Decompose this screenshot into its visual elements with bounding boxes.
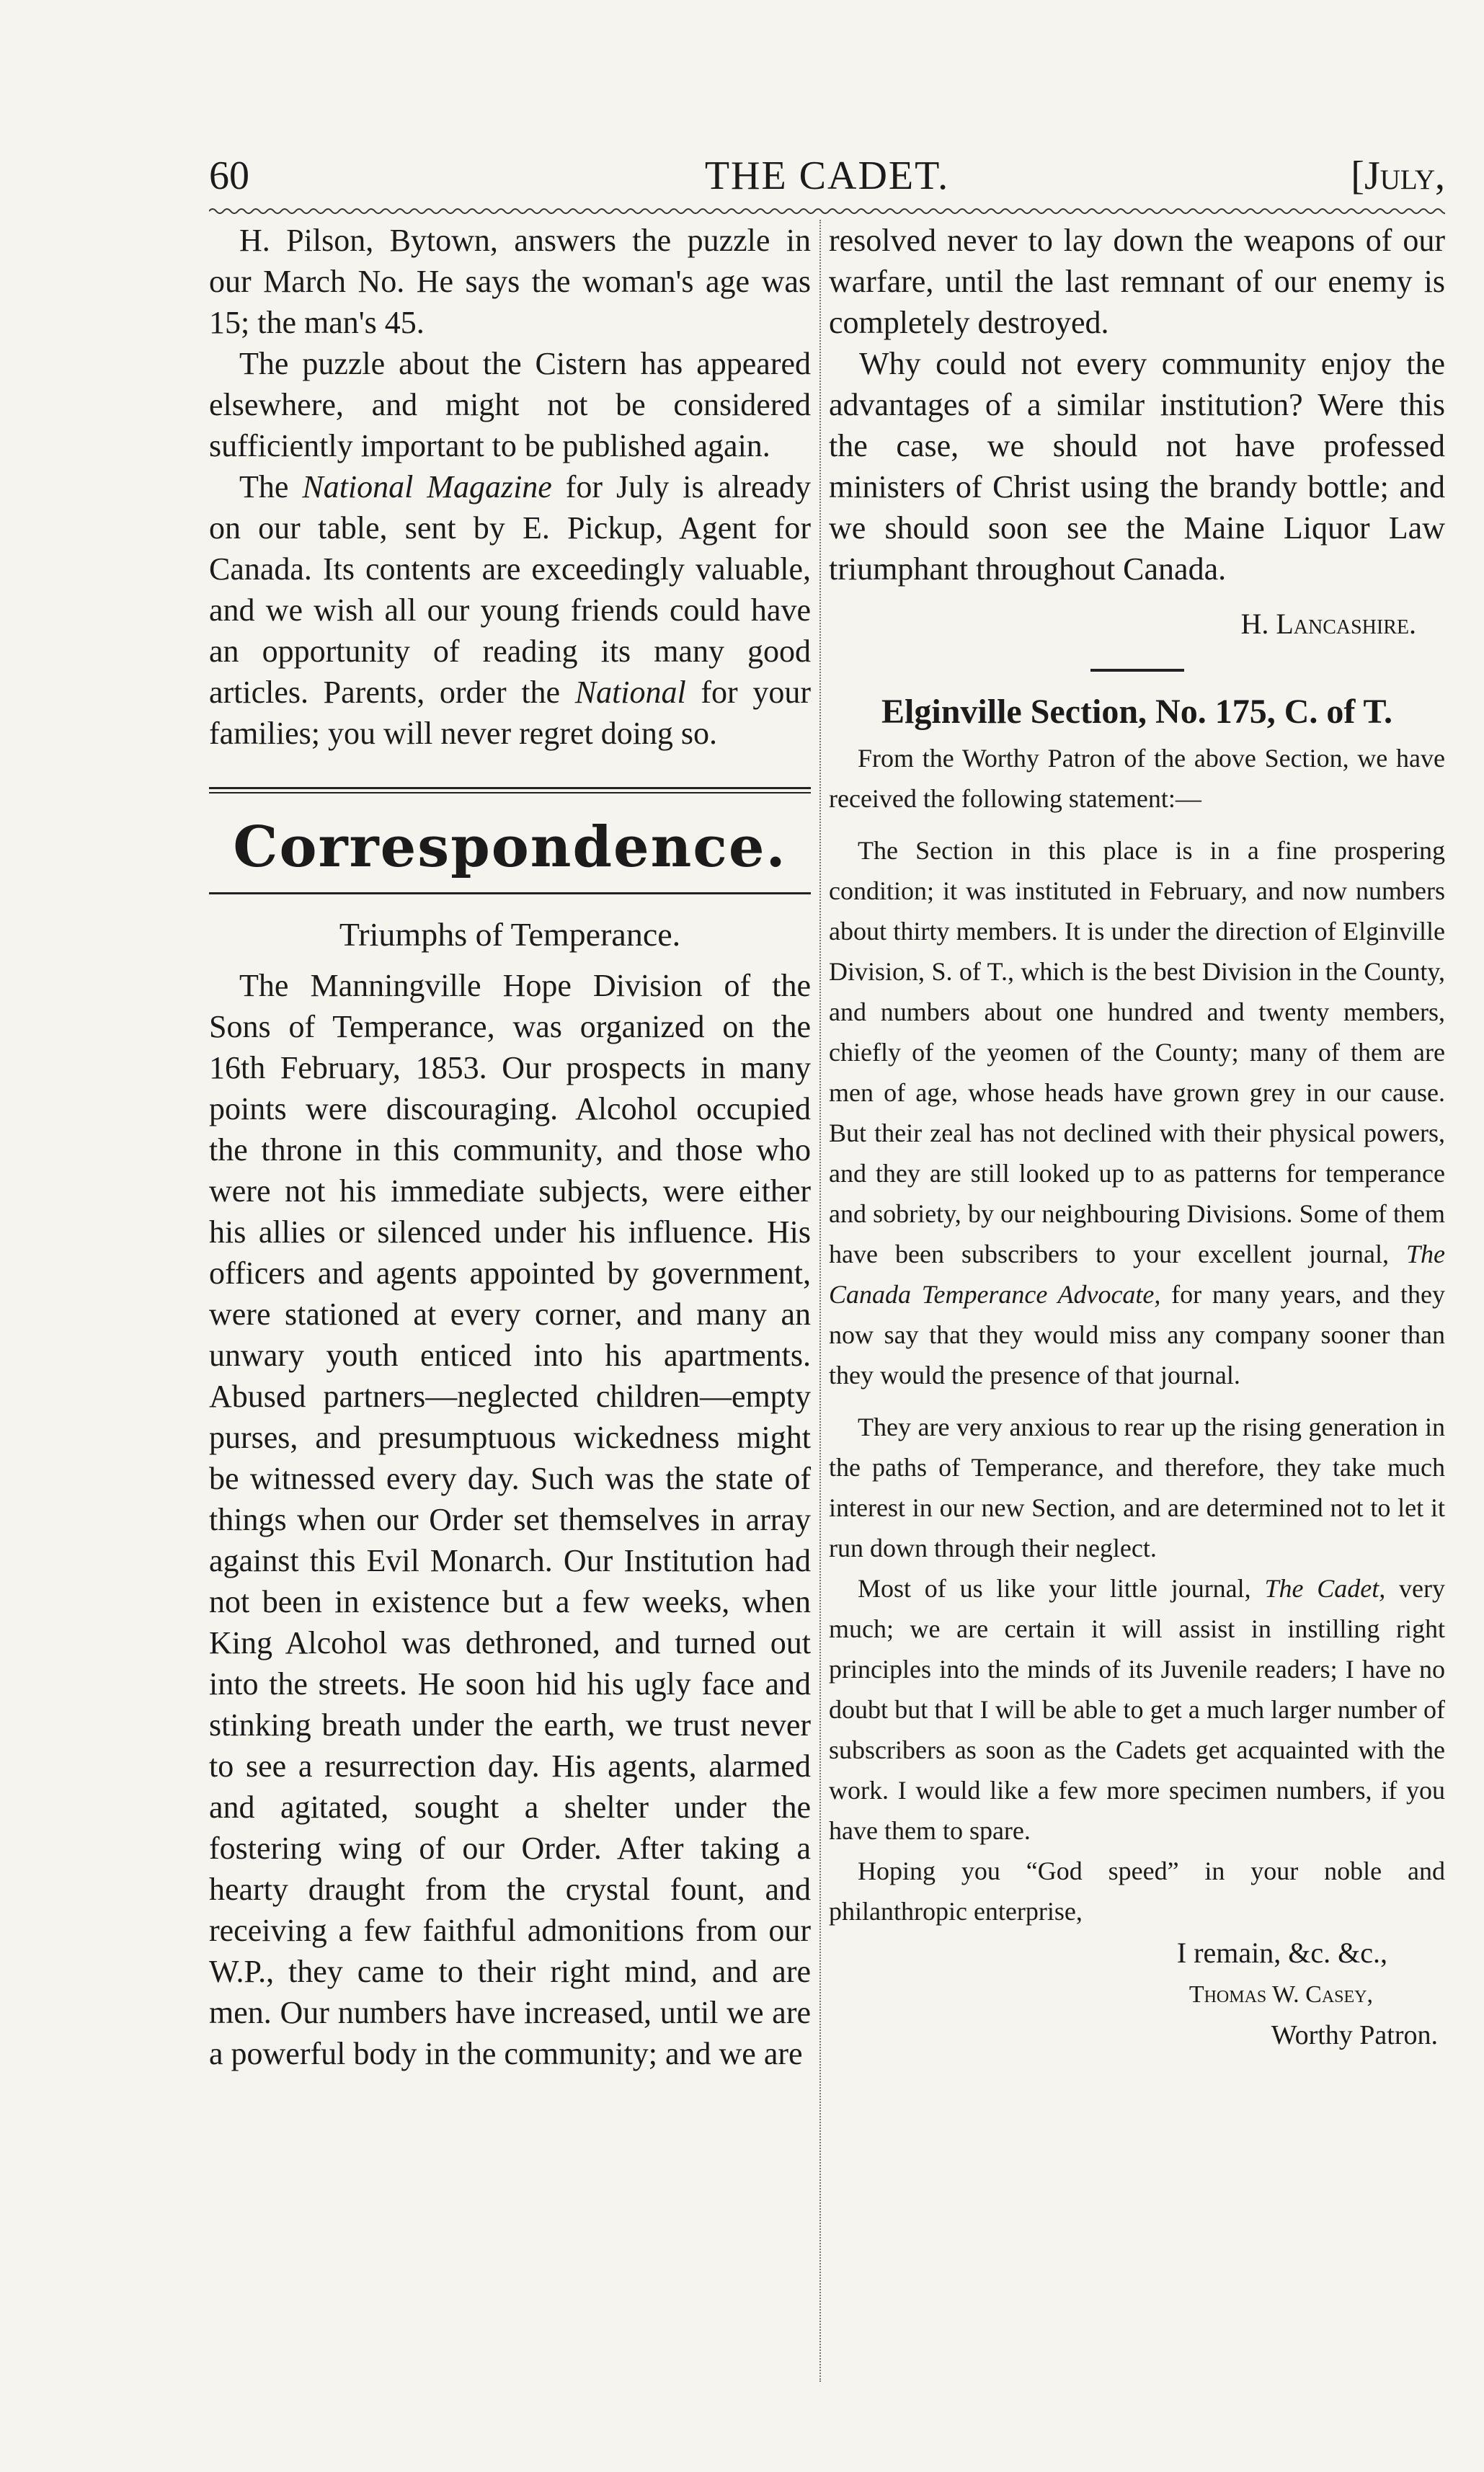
- magazine-paragraph: [209, 466, 811, 754]
- cadet-journal-name: The Cadet,: [1264, 1574, 1386, 1603]
- magazine-text-c: for your families; you will never regret doing so.: [209, 675, 811, 751]
- community-paragraph: Why could not every community enjoy the advantages of a similar institution? Were this the case, we should not have professed ministers of Christ using the brandy bottle; and we should soon see the Maine Liquor Law triumphant throughout Canada.: [829, 346, 1445, 587]
- signer-title: Worthy Patron.: [1271, 2020, 1438, 2050]
- lancashire-signature: [829, 603, 1445, 646]
- short-divider-rule: [1090, 669, 1184, 672]
- page-title: THE CADET.: [704, 154, 950, 198]
- cadet-text-a: Most of us like your little journal,: [858, 1574, 1265, 1603]
- column-divider: [819, 220, 821, 2382]
- running-header: [209, 153, 1445, 203]
- advocate-journal-name: The Canada Temperance Advocate,: [829, 1240, 1445, 1309]
- hoping-paragraph: Hoping you “God speed” in your noble and philanthropic enterprise,: [829, 1857, 1445, 1926]
- header-wavy-rule: [209, 206, 1445, 216]
- signature-name: H. Lancashire.: [1240, 608, 1416, 640]
- heading-rule: [209, 892, 811, 894]
- intro-paragraph: From the Worthy Patron of the above Section, we have received the following statement:—: [829, 744, 1445, 813]
- cadet-paragraph: [829, 1568, 1445, 1851]
- elginville-heading: Elginville Section, No. 175, C. of T.: [881, 693, 1392, 731]
- temperance-article-body: The Manningville Hope Division of the Sons of Temperance, was organized on the 16th February, 1853. Our prospects in many points were discouraging. Alcohol occupied the throne in this community, and those who were not his immediate subjects, were either his allies or silenced under his influence. His officers and agents appointed by government, were stationed at every corner, and many an unwary youth enticed into his apartments. Abused partners—neglected children—empty purses, and presumptuous wickedness might be witnessed every day. Such was the state of things when our Order set themselves in array against this Evil Monarch. Our Institution had not been in existence but a few weeks, when King Alcohol was dethroned, and turned out into the streets. He soon hid his ugly face and stinking breath under the earth, we trust never to see a resurrection day. His agents, alarmed and agitated, sought a shelter under the fostering wing of our Order. After taking a hearty draught from the crystal fount, and receiving a few faithful admonitions from our W.P., they came to their right mind, and are men. Our numbers have increased, until we are a powerful body in the community; and we are: [209, 968, 811, 2071]
- cistern-paragraph: The puzzle about the Cistern has appeared elsewhere, and might not be considered sufficiently important to be published again.: [209, 346, 811, 463]
- magazine-text-a: The: [239, 469, 303, 504]
- date-month: July,: [1364, 154, 1445, 198]
- correspondence-heading: Correspondence.: [233, 814, 787, 880]
- rising-generation-paragraph: They are very anxious to rear up the rising generation in the paths of Temperance, and therefore, they take much interest in our new Section, and are determined not to let it run down through their neglect.: [829, 1413, 1445, 1562]
- signer-name: [829, 1975, 1445, 2015]
- page-number: 60: [209, 154, 249, 198]
- article-continuation: resolved never to lay down the weapons of our warfare, until the last remnant of our enemy is completely destroyed.: [829, 223, 1445, 340]
- pilson-paragraph: H. Pilson, Bytown, answers the puzzle in our March No. He says the woman's age was 15; the man's 45.: [209, 223, 811, 340]
- article-title: Triumphs of Temperance.: [339, 916, 681, 953]
- cadet-text-b: very much; we are certain it will assist in instilling right principles into the minds of its Juvenile readers; I have no doubt but that I will be able to get a much larger number of subscribers as soon as the Cadets get acquainted with the work. I would like a few more specimen numbers, if you have them to spare.: [829, 1574, 1446, 1845]
- section-condition-paragraph: [829, 830, 1445, 1395]
- condition-text-a: The Section in this place is in a fine prospering condition; it was instituted in February, and now numbers about thirty members. It is under the direction of Elginville Division, S. of T., which is the best Division in the County, and numbers about one hundred and twenty members, chiefly of the yeomen of the County; many of them are men of age, whose heads have grown grey in our cause. But their zeal has not declined with their physical powers, and they are still looked up to as patterns for temperance and sobriety, by our neighbouring Divisions. Some of them have been subscribers to your excellent journal,: [829, 836, 1445, 1268]
- date-bracket: [: [1351, 154, 1364, 198]
- right-column: [829, 220, 1445, 2055]
- left-column: [209, 220, 811, 2074]
- condition-text-b: for many years, and they now say that they would miss any company sooner than they would the presence of that journal.: [829, 1280, 1445, 1390]
- national-name: National: [574, 675, 686, 710]
- closing-line: I remain, &c. &c.,: [1176, 1937, 1387, 1969]
- signer-name-text: Thomas W. Casey,: [1188, 1981, 1373, 2008]
- magazine-text-b: for July is already on our table, sent by E. Pickup, Agent for Canada. Its contents are exceedingly valuable, and we wish all our young friends could have an opportunity of reading its many good articles. Parents, order the: [209, 469, 812, 710]
- section-double-rule: [209, 787, 811, 796]
- magazine-name: National Magazine: [302, 469, 552, 504]
- issue-month: [1351, 153, 1445, 199]
